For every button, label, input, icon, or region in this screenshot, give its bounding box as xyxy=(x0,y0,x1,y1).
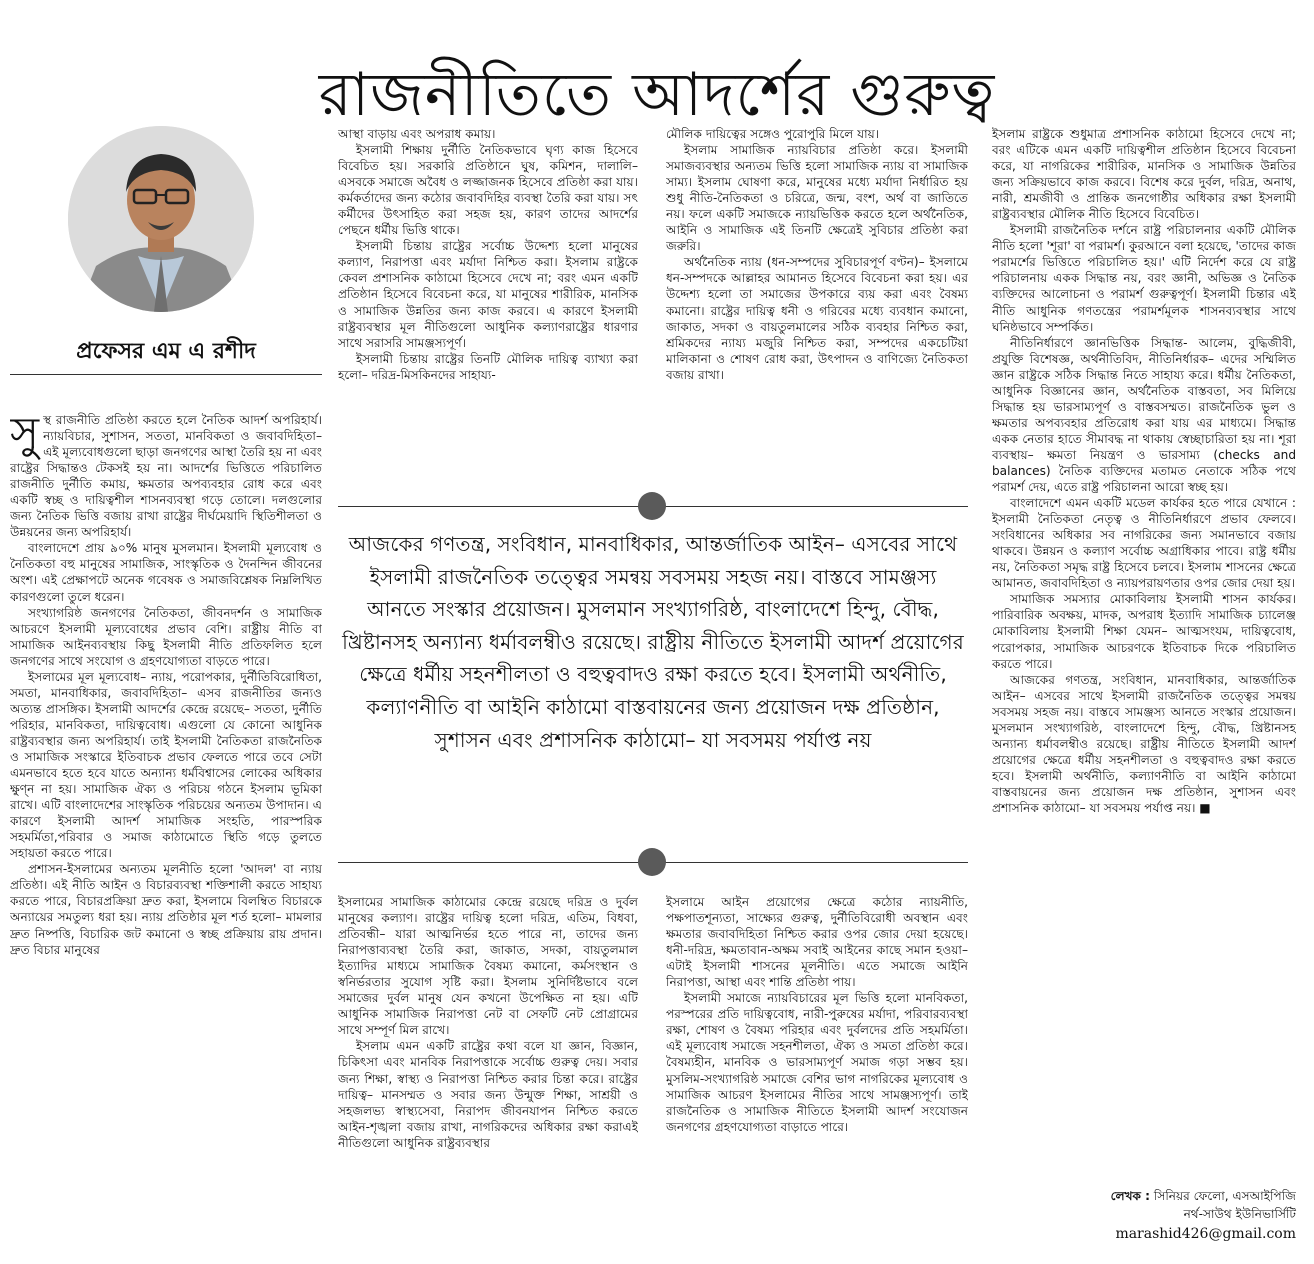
drop-cap: সু xyxy=(10,412,40,459)
col4-paragraph-5: সামাজিক সমস্যার মোকাবিলায় ইসলামী শাসন কার্যকর। পারিবারিক অবক্ষয়, মাদক, অপরাধ ইত্যাদি সামাজিক চ্যালেঞ্জ মোকাবিলায় ইসলামী শিক্ষা যেমন– আত্মসংযম, দায়িত্ববোধ, পরোপকার, সামাজিক আচরণকে ইতিবাচক দিকে পরিচালিত করতে পারে। xyxy=(992,592,1296,671)
col4-paragraph-4: বাংলাদেশে এমন একটি মডেল কার্যকর হতে পারে যেখানে : ইসলামী নৈতিকতা নেতৃত্ব ও নীতিনির্ধারণে প্রভাব ফেলবে। সংবিধানের অধিকার সব নাগরিকের জন্য সমানভাবে বজায় থাকবে। উন্নয়ন ও কল্যাণ সর্বোচ্চ অগ্রাধিকার পাবে। রাষ্ট্র ধর্মীয় নয়, নৈতিকতা সমৃদ্ধ রাষ্ট্র হিসেবে চলবে। ইসলাম শাসনের ক্ষেত্রে আমানত, জবাবদিহিতা ও ন্যায়পরায়ণতার ওপর জোর দেয়া হয়। xyxy=(992,496,1296,591)
author-photo xyxy=(68,126,254,312)
col3-bottom-paragraph-2: ইসলামী সমাজে ন্যায়বিচারের মূল ভিত্তি হলো মানবিকতা, পরস্পরের প্রতি দায়িত্ববোধ, নারী-পুরুষের মর্যাদা, পরিবারব্যবস্থা রক্ষা, শোষণ ও বৈষম্য পরিহার এবং দুর্বলদের প্রতি সহমর্মিতা। এই মূল্যবোধ সমাজে সহনশীলতা, ঐক্য ও সমতা প্রতিষ্ঠা করে। বৈষম্যহীন, মানবিক ও ভারসাম্যপূর্ণ সমাজ গড়া সম্ভব হয়। মুসলিম-সংখ্যাগরিষ্ঠ সমাজে বেশির ভাগ নাগরিকের মূল্যবোধ ও সামাজিক আচরণ ইসলামের নীতির সাথে সামঞ্জস্যপূর্ণ। তাই রাজনৈতিক ও সামাজিক নীতিতে ইসলামী আদর্শ সংযোজন জনগণের গ্রহণযোগ্যতা বাড়াতে পারে। xyxy=(666,991,968,1134)
headline: রাজনীতিতে আদর্শের গুরুত্ব xyxy=(318,60,996,131)
col2-top-paragraph-4: ইসলামী চিন্তায় রাষ্ট্রের তিনটি মৌলিক দায়িত্ব ব্যাখ্যা করা হলো– দরিদ্র-মিসকিনদের সাহায্য- xyxy=(338,351,638,382)
col4-paragraph-2: ইসলামী রাজনৈতিক দর্শনে রাষ্ট্র পরিচালনার একটি মৌলিক নীতি হলো 'শূরা' বা পরামর্শ। কুরআনে বলা হয়েছে, 'তাদের কাজ পরামর্শের ভিত্তিতে পরিচালিত হয়।' এটি নির্দেশ করে যে রাষ্ট্র পরিচালনায় একক সিদ্ধান্ত নয়, বরং জ্ঞানী, অভিজ্ঞ ও নৈতিক ব্যক্তিদের আলোচনা ও পরামর্শ গুরুত্বপূর্ণ। ইসলামী চিন্তার এই নীতি আধুনিক গণতন্ত্রের পরামর্শমূলক শাসনব্যবস্থার সাথে ঘনিষ্ঠভাবে সম্পর্কিত। xyxy=(992,223,1296,334)
col4-paragraph-1: ইসলাম রাষ্ট্রকে শুধুমাত্র প্রশাসনিক কাঠামো হিসেবে দেখে না; বরং এটিকে এমন একটি দায়িত্বশীল প্রতিষ্ঠান হিসেবে বিবেচনা করে, যা নাগরিকের শারীরিক, মানসিক ও সামাজিক উন্নতির জন্য সক্রিয়ভাবে কাজ করবে। বিশেষ করে দুর্বল, দরিদ্র, অনাথ, নারী, শ্রমজীবী ও প্রান্তিক জনগোষ্ঠীর অধিকার রক্ষা ইসলামী রাষ্ট্রব্যবস্থার মৌলিক নীতি হিসেবে বিবেচিত। xyxy=(992,127,1296,222)
column-1 xyxy=(10,412,322,1242)
author-email[interactable]: marashid426@gmail.com xyxy=(1115,1226,1296,1242)
column-2-bottom xyxy=(338,894,638,1242)
col2-top-paragraph-2: ইসলামী শিক্ষায় দুর্নীতি নৈতিকভাবে ঘৃণ্য কাজ হিসেবে বিবেচিত হয়। সরকারি প্রতিষ্ঠানে ঘুষ, কমিশন, দালালি– এসবকে সমাজে অবৈধ ও লজ্জাজনক হিসেবে প্রতিষ্ঠা করা যায়। কর্মকর্তাদের জন্য কঠোর জবাবদিহির ব্যবস্থা তৈরি করা যায়। সৎ কর্মীদের উৎসাহিত করা সহজ হয়, কারণ তাদের আদর্শের পেছনে ধর্মীয় ভিত্তি থাকে। xyxy=(338,143,638,238)
col3-bottom-paragraph-1: ইসলামে আইন প্রয়োগের ক্ষেত্রে কঠোর ন্যায়নীতি, পক্ষপাতশূন্যতা, সাক্ষ্যের গুরুত্ব, দুর্নীতিবিরোধী অবস্থান এবং ক্ষমতার জবাবদিহিতা নিশ্চিত করার ওপর জোর দেয়া হয়েছে। ধনী-দরিদ্র, ক্ষমতাবান-অক্ষম সবাই আইনের কাছে সমান হওয়া– এটাই ইসলামী শাসনের মূলনীতি। এতে সমাজে আইনি নিরাপত্তা, আস্থা এবং শান্তি প্রতিষ্ঠা পায়। xyxy=(666,895,968,990)
author-affiliation: নর্থ-সাউথ ইউনিভার্সিটি xyxy=(1183,1207,1296,1221)
col1-paragraph-3: সংখ্যাগরিষ্ঠ জনগণের নৈতিকতা, জীবনদর্শন ও সামাজিক আচরণে ইসলামী মূল্যবোধের প্রভাব বেশি। রাষ্ট্রীয় নীতি বা সামাজিক আইনব্যবস্থায় কিছু ইসলামী নীতি প্রতিফলিত হলে জনগণের সাথে সংযোগ ও গ্রহণযোগ্যতা বাড়তে পারে। xyxy=(10,605,322,668)
pullquote-top-dot xyxy=(638,492,666,520)
col2-top-paragraph-3: ইসলামী চিন্তায় রাষ্ট্রের সর্বোচ্চ উদ্দেশ্য হলো মানুষের কল্যাণ, নিরাপত্তা এবং মর্যাদা নিশ্চিত করা। ইসলাম রাষ্ট্রকে কেবল প্রশাসনিক কাঠামো হিসেবে দেখে না; বরং এমন একটি প্রতিষ্ঠান হিসেবে বিবেচনা করে, যা মানুষের শারীরিক, মানসিক ও সামাজিক উন্নতির জন্য কাজ করবে। এ কারণে ইসলামী রাষ্ট্রব্যবস্থার মূল নীতিগুলো আধুনিক কল্যাণরাষ্ট্রের ধারণার সাথে সরাসরি সামঞ্জস্যপূর্ণ। xyxy=(338,239,638,350)
pullquote-bottom-dot xyxy=(638,848,666,876)
col2-bottom-paragraph-2: ইসলাম এমন একটি রাষ্ট্রের কথা বলে যা জ্ঞান, বিজ্ঞান, চিকিৎসা এবং মানবিক নিরাপত্তাকে সর্বোচ্চ গুরুত্ব দেয়। সবার জন্য শিক্ষা, স্বাস্থ্য ও নিরাপত্তা নিশ্চিত করার চিন্তা করে। রাষ্ট্রের দায়িত্ব– মানসম্মত ও সবার জন্য উন্মুক্ত শিক্ষা, সাশ্রয়ী ও সহজলভ্য স্বাস্থ্যসেবা, নিরাপদ জীবনযাপন নিশ্চিত করতে আইন-শৃঙ্খলা বজায় রাখা, নাগরিকদের অধিকার রক্ষা করাএই নীতিগুলো আধুনিক রাষ্ট্রব্যবস্থার xyxy=(338,1039,638,1150)
col2-bottom-paragraph-1: ইসলামের সামাজিক কাঠামোর কেন্দ্রে রয়েছে দরিদ্র ও দুর্বল মানুষের কল্যাণ। রাষ্ট্রের দায়িত্ব হলো দরিদ্র, এতিম, বিধবা, প্রতিবন্ধী– যারা আত্মনির্ভর হতে পারে না, তাদের জন্য নিরাপত্তাব্যবস্থা তৈরি করা, জাকাত, সদকা, বায়তুলমাল ইত্যাদির মাধ্যমে সামাজিক বৈষম্য কমানো, কর্মসংস্থান ও স্বনির্ভরতার সুযোগ সৃষ্টি করা। ইসলাম সুনির্দিষ্টভাবে বলে সমাজের দুর্বল মানুষ যেন কখনো উপেক্ষিত না হয়। এটি আধুনিক সামাজিক নিরাপত্তা নেট বা সেফটি নেট প্রোগ্রামের সাথে সম্পূর্ণ মিল রাখে। xyxy=(338,895,638,1038)
column-2-top xyxy=(338,126,638,474)
col1-paragraph-1 xyxy=(10,412,322,540)
col1-p1-text: স্থ রাজনীতি প্রতিষ্ঠা করতে হলে নৈতিক আদর্শ অপরিহার্য। ন্যায়বিচার, সুশাসন, সততা, মানবিকতা ও জবাবদিহিতা– এই মূল্যবোধগুলো ছাড়া জনগণের আস্থা তৈরি হয় না এবং রাষ্ট্রের সিদ্ধান্তও টেকসই হয় না। আদর্শের ভিত্তিতে পরিচালিত রাজনীতি দুর্নীতি কমায়, ক্ষমতার অপব্যবহার রোধ করে এবং একটি স্বচ্ছ ও দায়িত্বশীল শাসনব্যবস্থা গড়ে তোলে। দলগুলোর জন্য নৈতিক ভিত্তি বজায় রাখা রাষ্ট্রের দীর্ঘমেয়াদি স্থিতিশীলতা ও উন্নয়নের জন্য অপরিহার্য। xyxy=(10,413,322,540)
pullquote: আজকের গণতন্ত্র, সংবিধান, মানবাধিকার, আন্তর্জাতিক আইন– এসবের সাথে ইসলামী রাজনৈতিক তত্ত্বের সমন্বয় সবসময় সহজ নয়। বাস্তবে সামঞ্জস্য আনতে সংস্কার প্রয়োজন। মুসলমান সংখ্যাগরিষ্ঠ, বাংলাদেশে হিন্দু, বৌদ্ধ, খ্রিষ্টানসহ অন্যান্য ধর্মাবলম্বীও রয়েছে। রাষ্ট্রীয় নীতিতে ইসলামী আদর্শ প্রয়োগের ক্ষেত্রে ধর্মীয় সহনশীলতা ও বহুত্ববাদও রক্ষা করতে হবে। ইসলামী অর্থনীতি, কল্যাণনীতি বা আইনি কাঠামো বাস্তবায়নের জন্য প্রয়োজন দক্ষ প্রতিষ্ঠান, সুশাসন এবং প্রশাসনিক কাঠামো– যা সবসময় পর্যাপ্ত নয় xyxy=(342,532,964,752)
col1-paragraph-5: প্রশাসন-ইসলামের অন্যতম মূলনীতি হলো 'আদল' বা ন্যায় প্রতিষ্ঠা। এই নীতি আইন ও বিচারব্যবস্থা শক্তিশালী করতে সাহায্য করতে পারে, বিচারপ্রক্রিয়া দ্রুত করা, ইসলামে বিলম্বিত বিচারকে অন্যায়ের সমতুল্য ধরা হয়। ন্যায় প্রতিষ্ঠার মূল শর্ত হলো– মামলার দ্রুত নিষ্পত্তি, বিচারিক জট কমানো ও স্বচ্ছ প্রক্রিয়ায় রায় প্রদান। দ্রুত বিচার মানুষের xyxy=(10,862,322,957)
author-divider xyxy=(10,374,322,375)
col4-paragraph-3: নীতিনির্ধারণে জ্ঞানভিত্তিক সিদ্ধান্ত- আলেম, বুদ্ধিজীবী, প্রযুক্তি বিশেষজ্ঞ, অর্থনীতিবিদ, নীতিনির্ধারক– এদের সম্মিলিত জ্ঞান রাষ্ট্রকে সঠিক সিদ্ধান্ত নিতে সাহায্য করে। ধর্মীয় নৈতিকতা, আধুনিক বিজ্ঞানের জ্ঞান, অর্থনৈতিক বাস্তবতা, সব মিলিয়ে সিদ্ধান্ত হয় ভারসাম্যপূর্ণ ও বাস্তবসম্মত। রাজনৈতিক ভুল ও ক্ষমতার অপব্যবহার প্রতিরোধ করা যায় এর মাধ্যমে। সিদ্ধান্ত একক নেতার হাতে সীমাবদ্ধ না থাকায় স্বেচ্ছাচারিতা হয় না। শূরা ব্যবস্থায়– ক্ষমতা নিয়ন্ত্রণ ও ভারসাম্য (checks and balances) নৈতিক ব্যক্তিদের মতামত নেতাকে সঠিক পথে পরামর্শ দেয়, এতে রাষ্ট্র পরিচালনা আরো স্বচ্ছ হয়। xyxy=(992,335,1296,495)
col4-paragraph-6: আজকের গণতন্ত্র, সংবিধান, মানবাধিকার, আন্তর্জাতিক আইন– এসবের সাথে ইসলামী রাজনৈতিক তত্ত্বের সমন্বয় সবসময় সহজ নয়। বাস্তবে সামঞ্জস্য আনতে সংস্কার প্রয়োজন। মুসলমান সংখ্যাগরিষ্ঠ, বাংলাদেশে হিন্দু, বৌদ্ধ, খ্রিষ্টানসহ অন্যান্য ধর্মাবলম্বীও রয়েছে। রাষ্ট্রীয় নীতিতে ইসলামী আদর্শ প্রয়োগের ক্ষেত্রে ধর্মীয় সহনশীলতা ও বহুত্ববাদও রক্ষা করতে হবে। ইসলামী অর্থনীতি, কল্যাণনীতি বা আইনি কাঠামো বাস্তবায়নের জন্য প্রয়োজন দক্ষ প্রতিষ্ঠান, সুশাসন এবং প্রশাসনিক কাঠামো– যা সবসময় পর্যাপ্ত নয়। ■ xyxy=(992,672,1296,815)
byline-line-1: সিনিয়র ফেলো, এসআইপিজি xyxy=(1153,1189,1296,1203)
column-4 xyxy=(992,126,1296,1184)
col1-paragraph-4: ইসলামের মূল মূল্যবোধ– ন্যায়, পরোপকার, দুর্নীতিবিরোধিতা, সমতা, মানবাধিকার, জবাবদিহিতা– এসব রাজনীতির জন্যও অত্যন্ত প্রাসঙ্গিক। ইসলামী আদর্শের কেন্দ্রে রয়েছে– সততা, দুর্নীতি পরিহার, মানবিকতা, দায়িত্ববোধ। এগুলো যে কোনো আধুনিক রাষ্ট্রব্যবস্থার জন্য অপরিহার্য। তাই ইসলামী নৈতিকতা রাজনৈতিক ও সামাজিক সংস্কারে ইতিবাচক প্রভাব ফেলতে পারে তবে সেটা এমনভাবে হতে হবে যাতে অন্যান্য ধর্মবিশ্বাসের লোকের অধিকার ক্ষুণ্ন না হয়। সামাজিক ঐক্য ও পরিচয় গঠনে ইসলাম ভূমিকা রাখে। এটি বাংলাদেশের সাংস্কৃতিক পরিচয়ের অন্যতম উপাদান। এ কারণে ইসলামী আদর্শ সামাজিক সংহতি, পারস্পরিক সহমর্মিতা,পরিবার ও সমাজ কাঠামোতে স্থিতি গড়ে তুলতে সহায়তা করতে পারে। xyxy=(10,669,322,861)
column-3-bottom xyxy=(666,894,968,1242)
col3-top-paragraph-2: ইসলাম সামাজিক ন্যায়বিচার প্রতিষ্ঠা করে। ইসলামী সমাজব্যবস্থার অন্যতম ভিত্তি হলো সামাজিক ন্যায় বা সামাজিক সাম্য। ইসলাম ঘোষণা করে, মানুষের মধ্যে মর্যাদা নির্ধারিত হয় শুধু নীতি-নৈতিকতা ও চরিত্রে, জন্ম, বংশ, অর্থ বা জাতিতে নয়। ফলে একটি সমাজকে ন্যায়ভিত্তিক করতে হলে অর্থনৈতিক, আইনি ও সামাজিক এই তিনটি ক্ষেত্রেই সুবিচার প্রতিষ্ঠা করা জরুরি। xyxy=(666,143,968,254)
column-3-top xyxy=(666,126,968,474)
col3-top-paragraph-3: অর্থনৈতিক ন্যায় (ধন-সম্পদের সুবিচারপূর্ণ বণ্টন)– ইসলামে ধন-সম্পদকে আল্লাহর আমানত হিসেবে বিবেচনা করা হয়। এর উদ্দেশ্য হলো তা সমাজের উপকারে ব্যয় করা এবং বৈষম্য কমানো। রাষ্ট্রের দায়িত্ব ধনী ও গরিবের মধ্যে ব্যবধান কমানো, জাকাত, সদকা ও বায়তুলমালের সঠিক ব্যবহার নিশ্চিত করা, শ্রমিকদের ন্যায্য মজুরি নিশ্চিত করা, সম্পদের একচেটিয়া মালিকানা ও শোষণ রোধ করা, উৎপাদন ও বাণিজ্যে নৈতিকতা বজায় রাখা। xyxy=(666,255,968,382)
col1-paragraph-2: বাংলাদেশে প্রায় ৯০% মানুষ মুসলমান। ইসলামী মূল্যবোধ ও নৈতিকতা বহু মানুষের সামাজিক, সাংস্কৃতিক ও দৈনন্দিন জীবনের অংশ। এই প্রেক্ষাপটে অনেক গবেষক ও সমাজবিশ্লেষক নিম্নলিখিত কারণগুলো তুলে ধরেন। xyxy=(10,541,322,604)
col3-top-paragraph-1: মৌলিক দায়িত্বের সঙ্গেও পুরোপুরি মিলে যায়। xyxy=(666,127,880,141)
author-byline xyxy=(992,1188,1296,1204)
byline-label: লেখক : xyxy=(1110,1189,1151,1203)
author-name: প্রফেসর এম এ রশীদ xyxy=(76,339,256,364)
col2-top-paragraph-1: আস্থা বাড়ায় এবং অপরাধ কমায়। xyxy=(338,127,496,141)
author-portrait-icon xyxy=(68,126,254,312)
